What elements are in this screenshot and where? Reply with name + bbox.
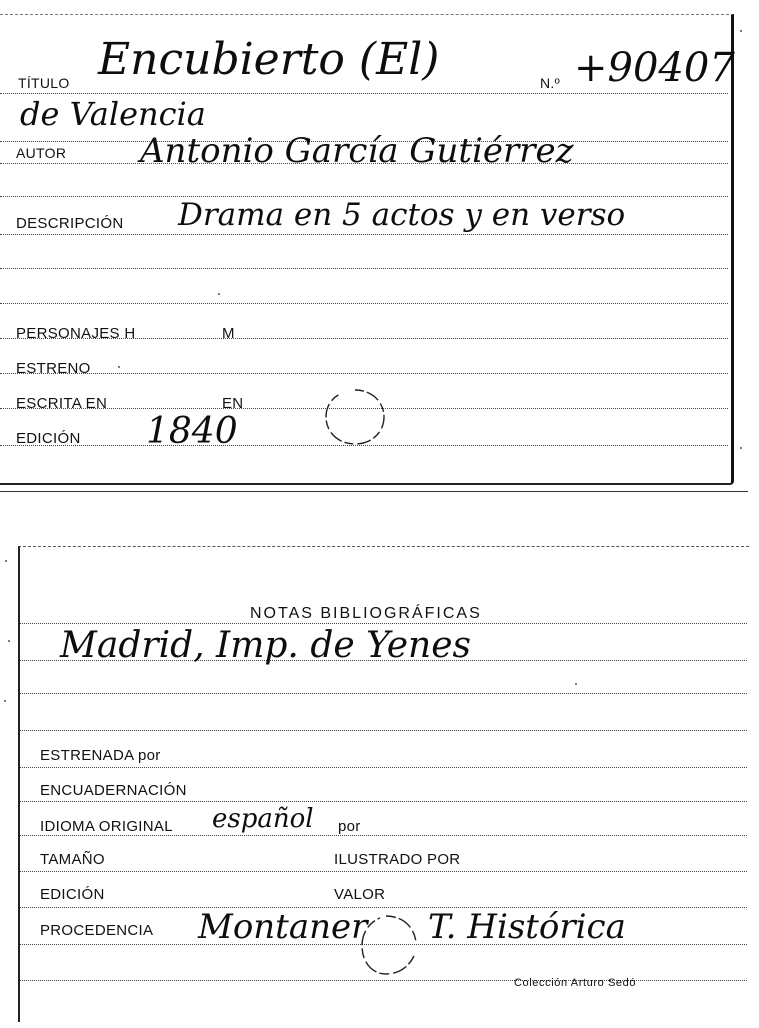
punch-hole <box>356 912 422 978</box>
rule-line <box>0 373 728 374</box>
scan-speck <box>4 700 6 702</box>
rule-line <box>0 234 728 235</box>
rule-line <box>20 907 747 908</box>
card-separator <box>0 491 748 492</box>
label-titulo: TÍTULO <box>18 75 70 91</box>
label-procedencia: PROCEDENCIA <box>40 922 154 939</box>
value-idioma-original: español <box>212 804 314 834</box>
label-autor: AUTOR <box>16 145 67 161</box>
rule-line <box>0 303 728 304</box>
label-edicion: EDICIÓN <box>16 430 81 447</box>
collection-credit: Colección Arturo Sedó <box>514 977 637 989</box>
rule-line <box>20 767 747 768</box>
label-edicion-back: EDICIÓN <box>40 886 105 903</box>
rule-line <box>20 730 747 731</box>
label-idioma-original: IDIOMA ORIGINAL <box>40 818 173 835</box>
scan-speck <box>5 560 7 562</box>
scan-speck <box>218 293 220 295</box>
label-tamano: TAMAÑO <box>40 851 105 868</box>
label-encuadernacion: ENCUADERNACIÓN <box>40 782 187 799</box>
label-escrita-en: ESCRITA EN <box>16 395 108 412</box>
rule-line <box>20 623 747 624</box>
value-procedencia: Montaner <box>198 907 368 947</box>
value-autor: Antonio García Gutiérrez <box>140 131 574 171</box>
label-en: EN <box>222 395 244 412</box>
value-procedencia-extra: T. Histórica <box>428 907 626 947</box>
scan-speck <box>740 447 742 449</box>
notes-heading: NOTAS BIBLIOGRÁFICAS <box>250 605 482 622</box>
rule-line <box>0 268 728 269</box>
label-valor: VALOR <box>334 886 386 903</box>
label-personajes-h: PERSONAJES H <box>16 325 136 342</box>
rule-line <box>20 693 747 694</box>
label-descripcion: DESCRIPCIÓN <box>16 215 124 232</box>
value-numero: +90407 <box>574 45 735 91</box>
label-personajes-m: M <box>222 325 235 342</box>
label-por: por <box>338 818 361 835</box>
rule-line <box>0 93 728 94</box>
value-edicion: 1840 <box>146 411 238 452</box>
rule-line <box>20 980 747 981</box>
label-estrenada-por: ESTRENADA por <box>40 747 161 764</box>
scan-speck <box>575 683 577 685</box>
label-numero: N.º <box>540 75 561 91</box>
rule-line <box>20 801 747 802</box>
rule-line <box>20 835 747 836</box>
label-ilustrado-por: ILUSTRADO POR <box>334 851 461 868</box>
label-estreno: ESTRENO <box>16 360 91 377</box>
scan-speck <box>740 30 742 32</box>
rule-line <box>20 871 747 872</box>
value-titulo-line1: Encubierto (El) <box>98 34 440 85</box>
value-notes-line1: Madrid, Imp. de Yenes <box>60 625 472 666</box>
scan-speck <box>118 366 120 368</box>
value-descripcion: Drama en 5 actos y en verso <box>178 197 626 233</box>
scan-speck <box>8 640 10 642</box>
value-titulo-line2: de Valencia <box>20 95 206 133</box>
punch-hole <box>322 386 388 448</box>
